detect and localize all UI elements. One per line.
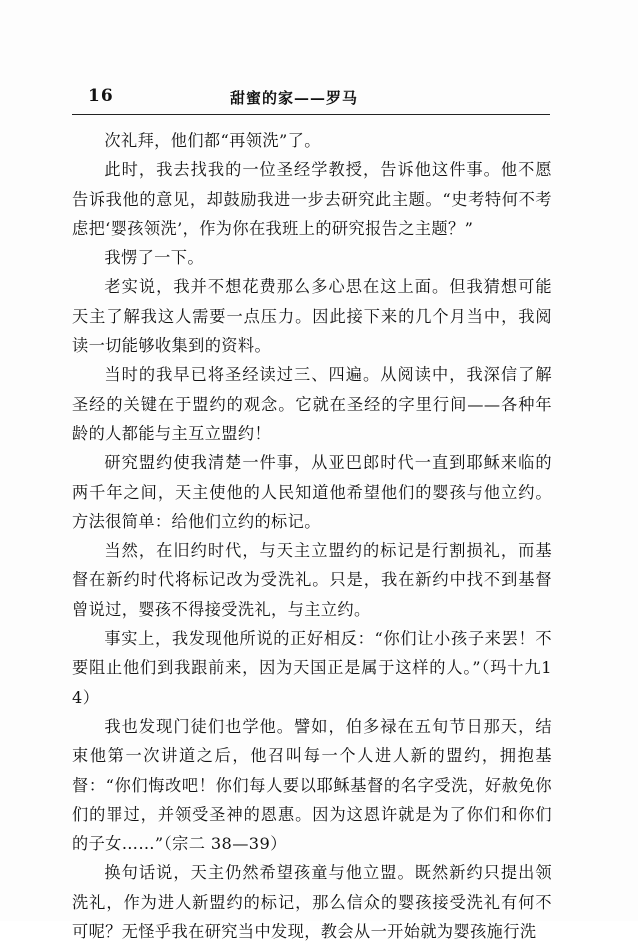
paragraph: 事实上，我发现他所说的正好相反：“你们让小孩子来罢！不要阻止他们到我跟前来，因为天国正是属于这样的人。”（玛十九14） — [72, 629, 552, 707]
paragraph: 当然，在旧约时代，与天主立盟约的标记是行割损礼，而基督在新约时代将标记改为受洗礼。只是，我在新约中找不到基督曾说过，婴孩不得接受洗礼，与主立约。 — [72, 541, 552, 619]
paragraph: 此时，我去找我的一位圣经学教授，告诉他这件事。他不愿告诉我他的意见，却鼓励我进一步去研究此主题。“史考特何不考虑把‘婴孩领洗’，作为你在我班上的研究报告之主题？” — [72, 160, 552, 238]
header-divider — [72, 114, 550, 115]
paragraph: 当时的我早已将圣经读过三、四遍。从阅读中，我深信了解圣经的关键在于盟约的观念。它就在圣经的字里行间——各种年龄的人都能与主互立盟约！ — [72, 365, 552, 443]
paragraph: 老实说，我并不想花费那么多心思在这上面。但我猜想可能天主了解我这人需要一点压力。因此接下来的几个月当中，我阅读一切能够收集到的资料。 — [72, 277, 552, 356]
page-number: 16 — [88, 86, 114, 106]
paragraph: 次礼拜，他们都“再领洗”了。 — [104, 131, 321, 150]
running-title: 甜蜜的家——罗马 — [230, 89, 359, 107]
body-text — [72, 126, 552, 946]
paragraph: 我愣了一下。 — [104, 248, 204, 268]
paragraph: 换句话说，天主仍然希望孩童与他立盟。既然新约只提出领洗礼，作为进人新盟约的标记，那么信众的婴孩接受洗礼有何不可呢？无怪乎我在研究当中发现，教会从一开始就为婴孩施行洗 — [72, 863, 552, 942]
page-header — [70, 86, 550, 112]
paragraph: 我也发现门徒们也学他。譬如，伯多禄在五旬节日那天，结束他第一次讲道之后，他召叫每一个人进人新的盟约，拥抱基督：“你们悔改吧！你们每人要以耶稣基督的名字受洗，好赦免你们的罪过，并领受圣神的恩惠。因为这恩许就是为了你们和你们的子女……”（宗二 38—39） — [72, 716, 552, 854]
paragraph: 研究盟约使我清楚一件事，从亚巴郎时代一直到耶稣来临的两千年之间，天主使他的人民知道他希望他们的婴孩与他立约。方法很简单：给他们立约的标记。 — [72, 453, 552, 531]
